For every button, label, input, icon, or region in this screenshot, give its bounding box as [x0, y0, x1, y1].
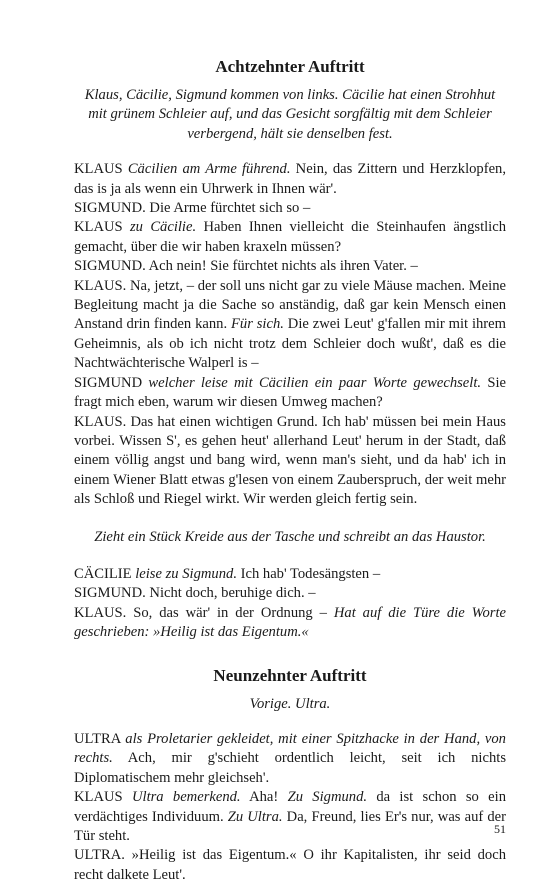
scene-title-2: Neunzehnter Auftritt	[213, 665, 367, 685]
speech-paragraph	[74, 730, 506, 788]
speech-paragraph	[74, 257, 506, 276]
speech-text: KLAUS	[74, 161, 128, 178]
stage-direction-inline: welcher leise mit Cäcilien ein paar Worte gewechselt.	[148, 374, 482, 391]
speech-text: Sie fragt mich eben, warum wir diesen Umweg machen?	[74, 374, 506, 411]
speech-paragraph	[74, 604, 506, 643]
stage-direction: Klaus, Cäcilie, Sigmund kommen von links. Cäcilie hat einen Strohhut mit grünem Schleier auf, und das Gesicht sorgfältig mit dem Schleier verbergend, hält sie denselben fest.	[84, 87, 496, 142]
stage-direction-inline: leise zu Sigmund.	[135, 565, 237, 582]
page-number: 51	[494, 822, 506, 836]
stage-direction-middle: Zieht ein Stück Kreide aus der Tasche und schreibt an das Haustor.	[94, 528, 486, 545]
speech-text: Da, Freund, lies Er's nur, was auf der Tür steht.	[74, 808, 506, 844]
speech-text: Haben Ihnen vielleicht die Steinhaufen ängstlich gemacht, über die wir haben kraxeln müssen?	[74, 219, 507, 255]
dialogue-block-continued	[74, 565, 506, 643]
stage-direction-inline: als Proletarier gekleidet, mit einer Spitzhacke in der Hand, von rechts.	[74, 730, 506, 767]
stage-direction-inline: Cäcilien am Arme führend.	[127, 161, 291, 178]
speech-paragraph	[74, 199, 506, 218]
speech-paragraph	[74, 218, 506, 257]
speech-text: CÄCILIE	[74, 565, 136, 582]
speech-text: SIGMUND	[74, 374, 149, 391]
speech-text: KLAUS	[74, 219, 130, 236]
dialogue-block-2	[74, 730, 506, 885]
scene-title: Achtzehnter Auftritt	[215, 57, 365, 76]
speech-text: Nein, das Zittern und Herzklopfen, das is ja als wenn ein Uhrwerk in Ihnen wär'.	[74, 161, 506, 197]
stage-direction-inline: Zu Sigmund.	[287, 789, 368, 806]
speech-text: SIGMUND. Ach nein! Sie fürchtet nichts als ihren Vater. –	[74, 258, 418, 275]
speech-text: KLAUS	[74, 789, 132, 806]
speech-text: SIGMUND. Nicht doch, beruhige dich. –	[74, 585, 316, 602]
speech-text: da ist schon so ein verdächtiges Individuum.	[74, 789, 506, 825]
speech-paragraph	[74, 160, 506, 199]
speech-paragraph	[74, 846, 506, 885]
speech-paragraph	[74, 565, 506, 584]
dialogue-block	[74, 160, 506, 509]
stage-direction-inline: Zu Ultra.	[227, 808, 283, 825]
speech-paragraph	[74, 788, 506, 846]
stage-direction-inline: Hat auf die Türe die Worte geschrieben: »Heilig ist das Eigentum.«	[74, 604, 507, 641]
speech-paragraph	[74, 584, 506, 603]
stage-direction-inline: zu Cäcilie.	[130, 219, 197, 236]
speech-paragraph	[74, 374, 506, 413]
stage-direction-2: Vorige. Ultra.	[249, 695, 331, 712]
speech-text: KLAUS. Na, jetzt, – der soll uns nicht gar zu viele Mäuse machen. Meine Begleitung macht ja die Sache so anständig, daß gar kein Mensch einen Anstand drin finden kann.	[74, 277, 506, 333]
speech-text: Ach, mir g'schieht ordentlich leicht, seit ich nichts Diplomatischem mehr gleichseh'.	[74, 750, 506, 786]
stage-direction-inline: Für sich.	[230, 316, 284, 333]
speech-text: Die zwei Leut' g'fallen mir mit ihrem Geheimnis, als ob ich nicht trotz dem Schleier doch wußt', daß es die Nachtwächterische Walperl is –	[74, 316, 506, 372]
speech-text: KLAUS. So, das wär' in der Ordnung –	[74, 604, 334, 621]
speech-text: KLAUS. Das hat einen wichtigen Grund. Ich hab' müssen bei mein Haus vorbei. Wissen S', es gehen heut' allerhand Leut' herum in der Stadt, daß einem völlig angst und bang wird, wenn man's sieht, und da hab' ich in einem Wiener Blatt etwas g'lesen von einem Zauberspruch, der weit mehr als Schloß und Riegel wirkt. Wir werden gleich fertig sein.	[74, 413, 506, 508]
stage-direction-inline: Ultra bemerkend.	[131, 789, 241, 806]
speech-text: Ich hab' Todesängsten –	[236, 565, 381, 582]
speech-text: Aha!	[240, 789, 288, 806]
speech-text: SIGMUND. Die Arme fürchtet sich so –	[74, 200, 311, 217]
speech-paragraph	[74, 277, 506, 374]
speech-text: ULTRA	[74, 730, 126, 747]
speech-text: ULTRA. »Heilig ist das Eigentum.« O ihr Kapitalisten, ihr seid doch recht dalkete Leut'.	[74, 847, 506, 883]
speech-paragraph	[74, 413, 506, 510]
